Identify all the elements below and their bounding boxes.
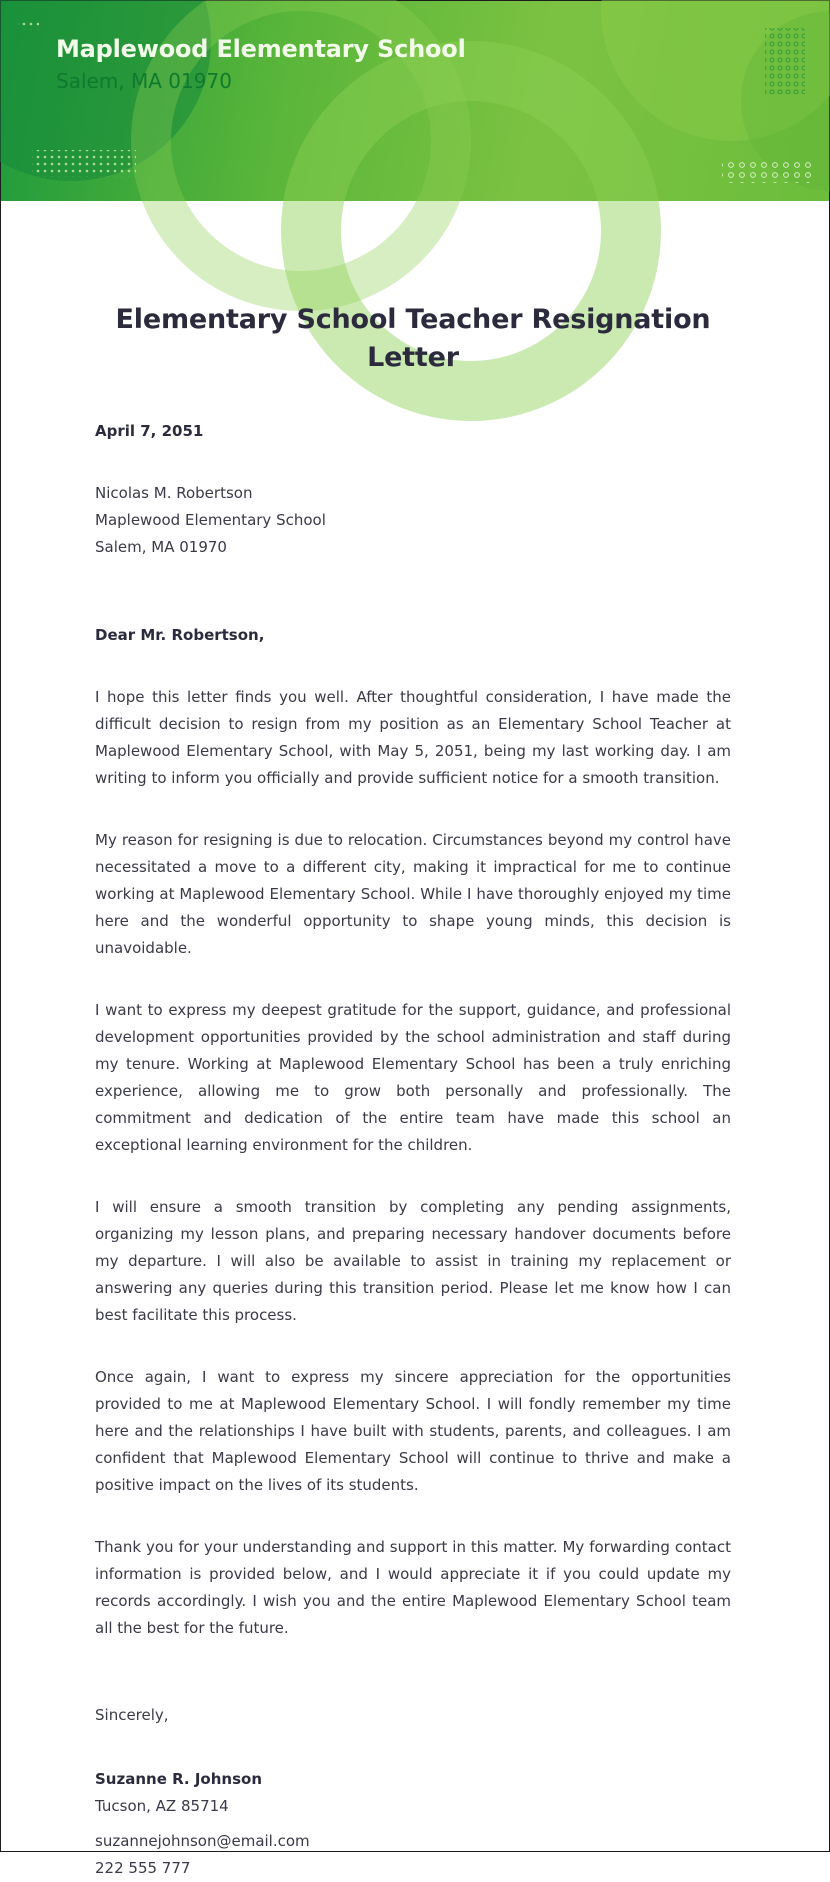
letter-title: Elementary School Teacher Resignation Letter — [115, 304, 711, 373]
recipient-address: Salem, MA 01970 — [95, 538, 227, 556]
sender-name: Suzanne R. Johnson — [95, 1770, 262, 1788]
banner-decoration — [1, 1, 829, 201]
letter-body — [95, 301, 731, 1882]
body-paragraph: I will ensure a smooth transition by completing any pending assignments, organizing my lesson plans, and preparing necessary handover documents before my departure. I will also be available to assist in training my replacement or answering any queries during this transition period. Please let me know how I can best facilitate this process. — [95, 1198, 731, 1324]
school-address: Salem, MA 01970 — [56, 69, 232, 93]
recipient-organization: Maplewood Elementary School — [95, 511, 326, 529]
sender-city: Tucson, AZ 85714 — [95, 1797, 229, 1815]
letter-date: April 7, 2051 — [95, 422, 204, 440]
body-paragraph: My reason for resigning is due to relocation. Circumstances beyond my control have necessitated a move to a different city, making it impractical for me to continue working at Maplewood Elementary School. While I have thoroughly enjoyed my time here and the wonderful opportunity to shape young minds, this decision is unavoidable. — [95, 831, 731, 957]
salutation: Dear Mr. Robertson, — [95, 626, 265, 644]
recipient-block — [95, 480, 731, 561]
closing: Sincerely, — [95, 1706, 169, 1724]
header-banner — [1, 1, 829, 201]
recipient-name: Nicolas M. Robertson — [95, 484, 253, 502]
body-paragraph: Once again, I want to express my sincere appreciation for the opportunities provided to me at Maplewood Elementary School. I will fondly remember my time here and the relationships I have built with students, parents, and colleagues. I am confident that Maplewood Elementary School will continue to thrive and make a positive impact on the lives of its students. — [95, 1368, 731, 1494]
body-paragraph: Thank you for your understanding and support in this matter. My forwarding contact information is provided below, and I would appreciate it if you could update my records accordingly. I wish you and the entire Maplewood Elementary School team all the best for the future. — [95, 1538, 731, 1637]
body-paragraph: I want to express my deepest gratitude for the support, guidance, and professional development opportunities provided by the school administration and staff during my tenure. Working at Maplewood Elementary School has been a truly enriching experience, allowing me to grow both personally and professionally. The commitment and dedication of the entire team have made this school an exceptional learning environment for the children. — [95, 1001, 731, 1154]
sender-email: suzannejohnson@email.com — [95, 1832, 310, 1850]
sender-phone: 222 555 777 — [95, 1859, 191, 1877]
body-paragraph: I hope this letter finds you well. After thoughtful consideration, I have made the difficult decision to resign from my position as an Elementary School Teacher at Maplewood Elementary School, with May 5, 2051, being my last working day. I am writing to inform you officially and provide sufficient notice for a smooth transition. — [95, 688, 731, 787]
school-name: Maplewood Elementary School — [56, 35, 466, 63]
